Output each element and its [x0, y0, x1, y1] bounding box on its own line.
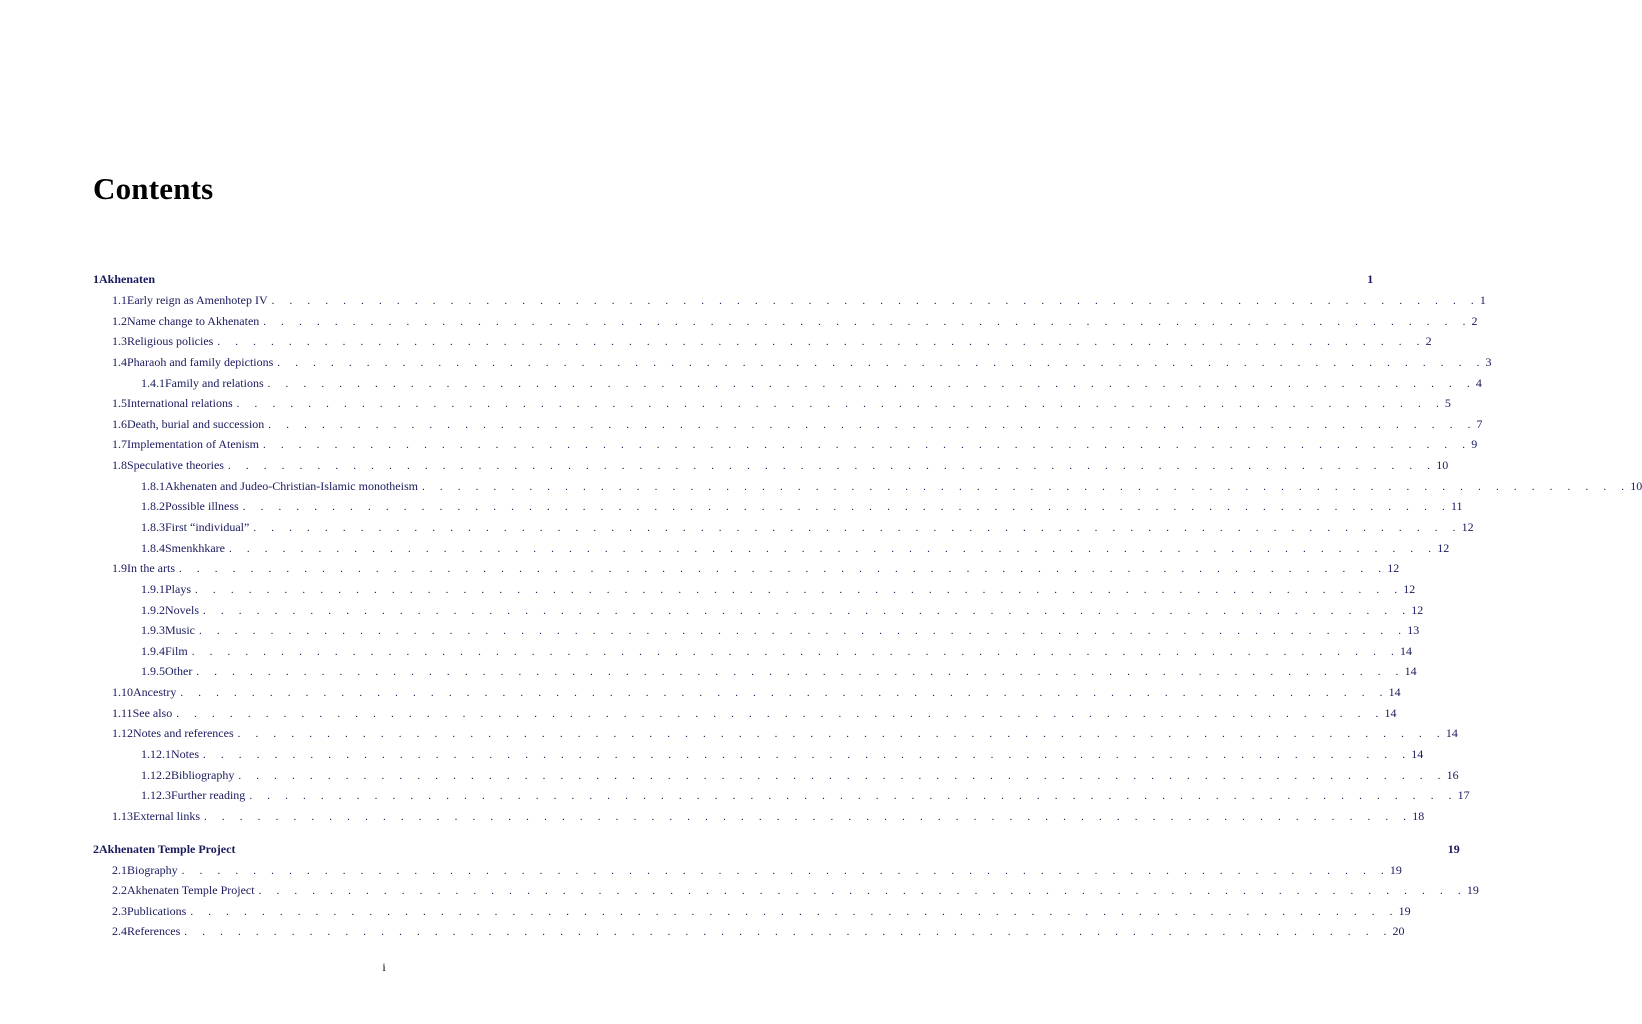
toc-page-number[interactable]: 14	[1399, 644, 1412, 658]
toc-section-row[interactable]	[141, 786, 1470, 804]
toc-number[interactable]: 1.3	[112, 334, 127, 348]
page-number: i	[382, 960, 386, 974]
toc-dot-leader: . . . . . . . . . . . . . . . . . . . . . . . . . . . . . . . . . . . . . . . . . . . . . . . . . . . . . . . . . . . . . . . . . . . .	[277, 357, 1486, 369]
toc-title-link[interactable]: Publications	[127, 904, 187, 918]
toc-title-link[interactable]: Smenkhkare	[165, 541, 225, 555]
toc-page-number[interactable]: 18	[1412, 809, 1425, 823]
toc-section-row[interactable]	[112, 332, 1432, 350]
toc-dot-leader: . . . . . . . . . . . . . . . . . . . . . . . . . . . . . . . . . . . . . . . . . . . . . . . . . . . . . . . . . . . . . . . . . . . .	[238, 770, 1447, 782]
toc-number[interactable]: 1.6	[112, 417, 127, 431]
toc-section-row[interactable]	[112, 394, 1451, 412]
toc-page-number[interactable]: 12	[1411, 603, 1424, 617]
toc-title-link[interactable]: In the arts	[127, 561, 175, 575]
toc-number[interactable]: 1.9.4	[141, 644, 165, 658]
toc-number[interactable]: 1.11	[112, 706, 133, 720]
toc-title-link[interactable]: See also	[132, 706, 173, 720]
toc-page-number[interactable]: 9	[1471, 437, 1478, 451]
toc-number[interactable]: 2.2	[112, 883, 127, 897]
toc-dot-leader: . . . . . . . . . . . . . . . . . . . . . . . . . . . . . . . . . . . . . . . . . . . . . . . . . . . . . . . . . . . . . . . . . . . .	[253, 522, 1462, 534]
toc-section-row[interactable]	[141, 497, 1463, 515]
toc-page-number[interactable]: 12	[1403, 582, 1416, 596]
toc-dot-leader: . . . . . . . . . . . . . . . . . . . . . . . . . . . . . . . . . . . . . . . . . . . . . . . . . . . . . . . . . . . . . . . . . . . .	[258, 885, 1467, 897]
toc-number[interactable]: 1.12.2	[141, 768, 171, 782]
toc-section-row[interactable]	[112, 683, 1401, 701]
toc-number[interactable]: 1.13	[112, 809, 133, 823]
toc-dot-leader: . . . . . . . . . . . . . . . . . . . . . . . . . . . . . . . . . . . . . . . . . . . . . . . . . . . . . . . . . . . . . . . . . . . .	[227, 460, 1437, 472]
toc-section-row[interactable]	[112, 435, 1478, 453]
toc-page-number[interactable]: 19	[1389, 863, 1402, 877]
toc-number[interactable]: 2.3	[112, 904, 127, 918]
toc-dot-leader: . . . . . . . . . . . . . . . . . . . . . . . . . . . . . . . . . . . . . . . . . . . . . . . . . . . . . . . . . . . . . . . . . . . .	[203, 605, 1412, 617]
toc-number[interactable]: 1.9.5	[141, 664, 165, 678]
toc-section-row[interactable]	[112, 312, 1478, 330]
toc-section-row[interactable]	[112, 415, 1483, 433]
toc-dot-leader: . . . . . . . . . . . . . . . . . . . . . . . . . . . . . . . . . . . . . . . . . . . . . . . . . . . . . . . . . . . . . . . . . . . .	[191, 646, 1400, 658]
toc-dot-leader: . . . . . . . . . . . . . . . . . . . . . . . . . . . . . . . . . . . . . . . . . . . . . . . . . . . . . . . . . . . . . . . . . . . .	[228, 543, 1438, 555]
toc-number[interactable]: 1.9.1	[141, 582, 165, 596]
toc-page-number[interactable]: 14	[1384, 706, 1397, 720]
toc-dot-leader: . . . . . . . . . . . . . . . . . . . . . . . . . . . . . . . . . . . . . . . . . . . . . . . . . . . . . . . . . . . . . . . . . . . .	[196, 666, 1405, 678]
toc-number[interactable]: 1.12.1	[141, 747, 171, 761]
toc-section-row[interactable]	[112, 861, 1402, 879]
toc-section-row[interactable]	[141, 374, 1482, 392]
toc-dot-leader: . . . . . . . . . . . . . . . . . . . . . . . . . . . . . . . . . . . . . . . . . . . . . . . . . . . . . . . . . . . . . . . . . . . .	[262, 439, 1472, 451]
toc-page-number[interactable]: 12	[1437, 541, 1450, 555]
toc-dot-leader: . . . . . . . . . . . . . . . . . . . . . . . . . . . . . . . . . . . . . . . . . . . . . . . . . . . . . . . . . . . . . . . . . . . .	[263, 316, 1472, 328]
toc-title-link[interactable]: Religious policies	[127, 334, 214, 348]
toc-section-row[interactable]	[112, 353, 1492, 371]
toc-title-link[interactable]: First “individual”	[165, 520, 250, 534]
toc-title-link[interactable]: Music	[165, 623, 195, 637]
toc-page-number[interactable]: 3	[1485, 355, 1492, 369]
toc-dot-leader: . . . . . . . . . . . . . . . . . . . . . . . . . . . . . . . . . . . . . . . . . . . . . . . . . . . . . . . . . . . . . . . . . . . .	[267, 378, 1476, 390]
toc-title-link[interactable]: Notes and references	[133, 726, 234, 740]
toc-dot-leader: . . . . . . . . . . . . . . . . . . . . . . . . . . . . . . . . . . . . . . . . . . . . . . . . . . . . . . . . . . . . . . . . . . . .	[271, 295, 1480, 307]
toc-number[interactable]: 1.8.1	[141, 479, 165, 493]
toc-number[interactable]: 1.7	[112, 437, 127, 451]
toc-section-row[interactable]	[112, 291, 1486, 309]
page-title: Contents	[93, 171, 214, 206]
toc-section-row[interactable]	[141, 766, 1459, 784]
toc-title-link[interactable]: Akhenaten	[99, 272, 156, 286]
toc-section-row[interactable]	[141, 518, 1474, 536]
toc-title-link[interactable]: Akhenaten Temple Project	[99, 842, 236, 856]
toc-section-row[interactable]	[112, 724, 1458, 742]
toc-title-link[interactable]: Bibliography	[171, 768, 235, 782]
toc-title-link[interactable]: Plays	[165, 582, 192, 596]
toc-section-row[interactable]	[112, 807, 1425, 825]
toc-page-number[interactable]: 11	[1450, 499, 1463, 513]
toc-number[interactable]: 1.9.2	[141, 603, 165, 617]
toc-dot-leader: . . . . . . . . . . . . . . . . . . . . . . . . . . . . . . . . . . . . . . . . . . . . . . . . . . . . . . . . . . . . . . . . . . . .	[236, 398, 1445, 410]
toc-title-link[interactable]: Possible illness	[165, 499, 239, 513]
toc-title-link[interactable]: Ancestry	[133, 685, 177, 699]
toc-dot-leader: . . . . . . . . . . . . . . . . . . . . . . . . . . . . . . . . . . . . . . . . . . . . . . . . . . . . . . . . . . . . . . . . . . . .	[242, 501, 1451, 513]
toc-section-row[interactable]	[112, 559, 1400, 577]
toc-page-number[interactable]: 10	[1436, 458, 1449, 472]
toc-number[interactable]: 1.12	[112, 726, 133, 740]
toc-section-row[interactable]	[141, 539, 1450, 557]
toc-dot-leader: . . . . . . . . . . . . . . . . . . . . . . . . . . . . . . . . . . . . . . . . . . . . . . . . . . . . . . . . . . . . . . . . . . . .	[181, 865, 1390, 877]
toc-section-row[interactable]	[112, 704, 1397, 722]
toc-section-row[interactable]	[141, 662, 1417, 680]
toc-dot-leader: . . . . . . . . . . . . . . . . . . . . . . . . . . . . . . . . . . . . . . . . . . . . . . . . . . . . . . . . . . . . . . . . . . . .	[421, 481, 1631, 493]
toc-title-link[interactable]: References	[127, 924, 181, 938]
toc-number[interactable]: 1.9.3	[141, 623, 165, 637]
toc-page-number[interactable]: 1	[1367, 272, 1374, 286]
toc-title-link[interactable]: Speculative theories	[127, 458, 224, 472]
toc-number[interactable]: 1.2	[112, 314, 127, 328]
toc-title-link[interactable]: Film	[165, 644, 188, 658]
toc-page-number[interactable]: 7	[1476, 417, 1483, 431]
toc-title-link[interactable]: Novels	[165, 603, 199, 617]
toc-page-number[interactable]: 12	[1461, 520, 1474, 534]
toc-section-row[interactable]	[112, 902, 1411, 920]
toc-title-link[interactable]: Early reign as Amenhotep IV	[127, 293, 268, 307]
toc-title-link[interactable]: Name change to Akhenaten	[127, 314, 260, 328]
toc-title-link[interactable]: Pharaoh and family depictions	[127, 355, 274, 369]
toc-number[interactable]: 1.4	[112, 355, 127, 369]
toc-number[interactable]: 1.10	[112, 685, 133, 699]
toc-number[interactable]: 1.1	[112, 293, 127, 307]
toc-number[interactable]: 2.1	[112, 863, 127, 877]
toc-page-number[interactable]: 13	[1407, 623, 1420, 637]
toc-page-number[interactable]: 12	[1387, 561, 1400, 575]
toc-number[interactable]: 1.5	[112, 396, 127, 410]
toc-section-row[interactable]	[112, 456, 1449, 474]
toc-dot-leader: . . . . . . . . . . . . . . . . . . . . . . . . . . . . . . . . . . . . . . . . . . . . . . . . . . . . . . . . . . . . . . . . . . . .	[180, 687, 1389, 699]
toc-chapter-row[interactable]	[93, 840, 1460, 858]
toc-number[interactable]: 1.9	[112, 561, 127, 575]
toc-section-row[interactable]	[141, 477, 1642, 495]
toc-section-row[interactable]	[112, 881, 1479, 899]
toc-dot-leader: . . . . . . . . . . . . . . . . . . . . . . . . . . . . . . . . . . . . . . . . . . . . . . . . . . . . . . . . . . . . . . . . . . . .	[237, 728, 1446, 740]
toc-section-row[interactable]	[141, 601, 1424, 619]
toc-section-row[interactable]	[141, 745, 1424, 763]
toc-page-number[interactable]: 17	[1457, 788, 1470, 802]
toc-title-link[interactable]: International relations	[127, 396, 233, 410]
toc-page-number[interactable]: 5	[1444, 396, 1451, 410]
toc-page-number[interactable]: 19	[1466, 883, 1479, 897]
toc-title-link[interactable]: Akhenaten and Judeo-Christian-Islamic monotheism	[165, 479, 418, 493]
toc-dot-leader: . . . . . . . . . . . . . . . . . . . . . . . . . . . . . . . . . . . . . . . . . . . . . . . . . . . . . . . . . . . . . . . . . . . .	[268, 419, 1477, 431]
toc-page-number[interactable]: 2	[1471, 314, 1478, 328]
toc-dot-leader: . . . . . . . . . . . . . . . . . . . . . . . . . . . . . . . . . . . . . . . . . . . . . . . . . . . . . . . . . . . . . . . . . . . .	[184, 926, 1393, 938]
toc-page-number[interactable]: 20	[1392, 924, 1405, 938]
toc-dot-leader: . . . . . . . . . . . . . . . . . . . . . . . . . . . . . . . . . . . . . . . . . . . . . . . . . . . . . . . . . . . . . . . . . . . .	[178, 563, 1388, 575]
toc-title-link[interactable]: Further reading	[171, 788, 246, 802]
toc-page-number[interactable]: 14	[1445, 726, 1458, 740]
toc-title-link[interactable]: Notes	[171, 747, 199, 761]
toc-section-row[interactable]	[141, 642, 1412, 660]
toc-page-number[interactable]: 14	[1411, 747, 1424, 761]
toc-number[interactable]: 2	[93, 842, 99, 856]
toc-dot-leader: . . . . . . . . . . . . . . . . . . . . . . . . . . . . . . . . . . . . . . . . . . . . . . . . . . . . . . . . . . . . . . . . . . . .	[190, 906, 1399, 918]
toc-number[interactable]: 1.8.2	[141, 499, 165, 513]
toc-dot-leader: . . . . . . . . . . . . . . . . . . . . . . . . . . . . . . . . . . . . . . . . . . . . . . . . . . . . . . . . . . . . . . . . . . . .	[203, 749, 1412, 761]
toc-section-row[interactable]	[141, 580, 1416, 598]
toc-page-number[interactable]: 14	[1388, 685, 1401, 699]
toc-title-link[interactable]: Akhenaten Temple Project	[127, 883, 255, 897]
toc-number[interactable]: 1.8	[112, 458, 127, 472]
toc-title-link[interactable]: Implementation of Atenism	[127, 437, 259, 451]
toc-page-number[interactable]: 19	[1398, 904, 1411, 918]
toc-number[interactable]: 1	[93, 272, 99, 286]
toc-section-row[interactable]	[112, 922, 1405, 940]
toc-page-number[interactable]: 19	[1447, 842, 1460, 856]
toc-title-link[interactable]: External links	[133, 809, 200, 823]
toc-page-number[interactable]: 2	[1425, 334, 1432, 348]
toc-dot-leader: . . . . . . . . . . . . . . . . . . . . . . . . . . . . . . . . . . . . . . . . . . . . . . . . . . . . . . . . . . . . . . . . . . . .	[217, 336, 1426, 348]
toc-dot-leader: . . . . . . . . . . . . . . . . . . . . . . . . . . . . . . . . . . . . . . . . . . . . . . . . . . . . . . . . . . . . . . . . . . . .	[203, 811, 1413, 823]
toc-dot-leader: . . . . . . . . . . . . . . . . . . . . . . . . . . . . . . . . . . . . . . . . . . . . . . . . . . . . . . . . . . . . . . . . . . . .	[176, 708, 1385, 720]
toc-number[interactable]: 1.8.4	[141, 541, 165, 555]
toc-page-number[interactable]: 14	[1404, 664, 1417, 678]
toc-number[interactable]: 1.8.3	[141, 520, 165, 534]
toc-title-link[interactable]: Death, burial and succession	[127, 417, 265, 431]
toc-dot-leader: . . . . . . . . . . . . . . . . . . . . . . . . . . . . . . . . . . . . . . . . . . . . . . . . . . . . . . . . . . . . . . . . . . . .	[199, 625, 1408, 637]
toc-number[interactable]: 2.4	[112, 924, 127, 938]
toc-dot-leader: . . . . . . . . . . . . . . . . . . . . . . . . . . . . . . . . . . . . . . . . . . . . . . . . . . . . . . . . . . . . . . . . . . . .	[249, 790, 1458, 802]
toc-section-row[interactable]	[141, 621, 1420, 639]
toc-page-number[interactable]: 16	[1446, 768, 1459, 782]
toc-page-number[interactable]: 4	[1475, 376, 1482, 390]
toc-number[interactable]: 1.12.3	[141, 788, 171, 802]
toc-title-link[interactable]: Family and relations	[165, 376, 264, 390]
toc-title-link[interactable]: Other	[165, 664, 193, 678]
toc-chapter-row[interactable]	[93, 270, 1374, 288]
toc-dot-leader: . . . . . . . . . . . . . . . . . . . . . . . . . . . . . . . . . . . . . . . . . . . . . . . . . . . . . . . . . . . . . . . . . . . .	[195, 584, 1404, 596]
toc-page-number[interactable]: 1	[1479, 293, 1486, 307]
toc-number[interactable]: 1.4.1	[141, 376, 165, 390]
toc-page-number[interactable]: 10	[1630, 479, 1642, 493]
toc-title-link[interactable]: Biography	[127, 863, 178, 877]
